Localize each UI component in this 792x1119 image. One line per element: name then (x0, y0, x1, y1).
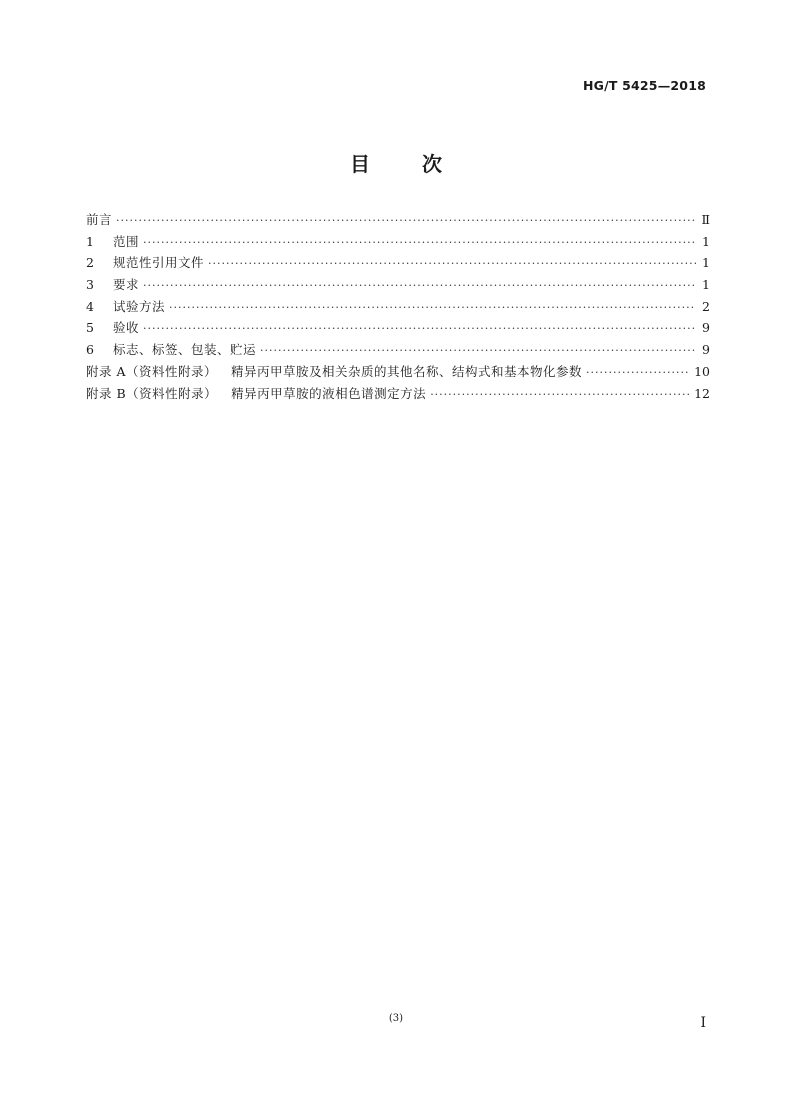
toc-entry-page: 10 (694, 363, 710, 379)
toc-entry-page: 1 (702, 255, 710, 271)
toc-entry-6[interactable] (86, 339, 710, 361)
toc-entry-page: 12 (694, 385, 710, 401)
toc-leader-dots (169, 297, 696, 319)
toc-entry-number: 1 (86, 233, 94, 249)
toc-entry-title (86, 383, 426, 405)
page-title (0, 148, 792, 177)
toc-leader-dots (430, 384, 690, 406)
toc-annex-prefix: 附录 B（资料性附录） (86, 385, 218, 401)
page-mark: (3) (388, 1013, 404, 1024)
standard-code: HG/T 5425—2018 (582, 78, 706, 93)
toc-entry-title: 规范性引用文件 (113, 255, 205, 271)
toc-entry-title: 试验方法 (113, 298, 166, 314)
toc-entry-page: 9 (702, 320, 710, 336)
toc-entry-number: 6 (86, 342, 94, 358)
toc-leader-dots (260, 340, 696, 362)
toc-annex-title: 精异丙甲草胺的液相色谱测定方法 (231, 385, 427, 401)
toc-entry-1[interactable] (86, 231, 710, 253)
toc-leader-dots (208, 253, 696, 275)
toc-entry-title: 范围 (113, 233, 140, 249)
toc-entry-2[interactable] (86, 252, 710, 274)
toc-leader-dots (586, 362, 690, 384)
toc-leader-dots (116, 210, 696, 232)
toc-entry-foreword[interactable] (86, 209, 710, 231)
toc-leader-dots (143, 275, 696, 297)
table-of-contents (86, 209, 710, 404)
toc-entry-title: 前言 (86, 212, 113, 227)
toc-entry-title: 验收 (113, 320, 140, 336)
page-title-part2: 次 (422, 152, 442, 176)
toc-entry-number: 5 (86, 320, 94, 336)
toc-entry-page: 2 (702, 298, 710, 314)
toc-leader-dots (143, 232, 696, 254)
toc-entry-page: 9 (702, 342, 710, 358)
toc-entry-page: 1 (702, 277, 710, 293)
toc-entry-3[interactable] (86, 274, 710, 296)
toc-entry-title: 要求 (113, 277, 140, 293)
toc-entry-page: 1 (702, 233, 710, 249)
toc-entry-annex-a[interactable] (86, 361, 710, 383)
toc-annex-title: 精异丙甲草胺及相关杂质的其他名称、结构式和基本物化参数 (231, 363, 583, 379)
toc-entry-number: 3 (86, 277, 94, 293)
toc-entry-5[interactable] (86, 317, 710, 339)
page-title-part1: 目 (350, 152, 370, 176)
toc-entry-page: Ⅱ (701, 212, 710, 227)
toc-entry-number: 4 (86, 298, 94, 314)
toc-entry-title (86, 361, 582, 383)
toc-entry-number: 2 (86, 255, 94, 271)
toc-annex-prefix: 附录 A（资料性附录） (86, 363, 218, 379)
toc-entry-title: 标志、标签、包装、贮运 (113, 342, 257, 358)
toc-entry-4[interactable] (86, 296, 710, 318)
toc-leader-dots (143, 318, 696, 340)
toc-entry-annex-b[interactable] (86, 383, 710, 405)
page-number: I (700, 1015, 706, 1031)
